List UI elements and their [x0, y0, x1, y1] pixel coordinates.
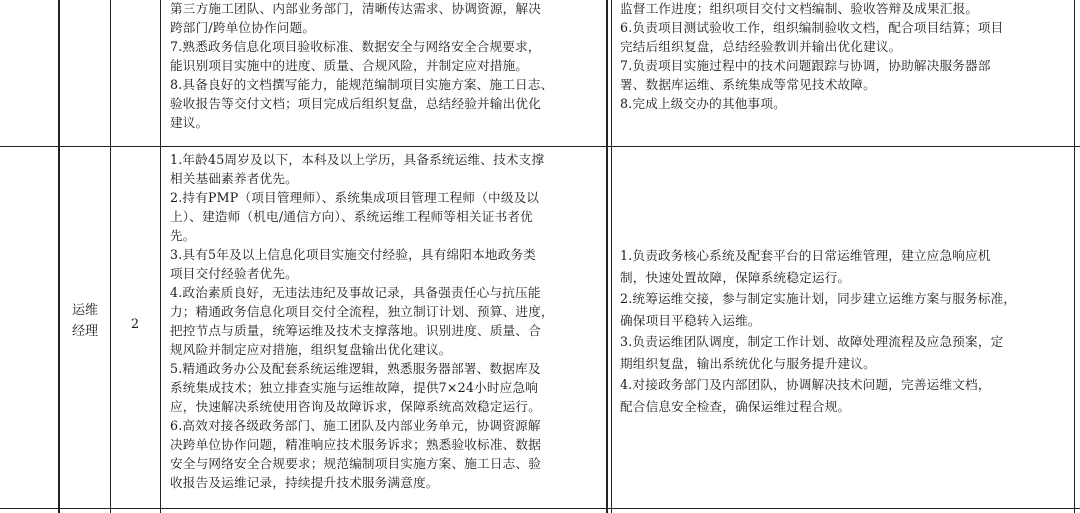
duty-line: 期组织复盘，输出系统优化与服务提升建议。	[620, 355, 876, 371]
duty-line: 制，快速处置故障，保障系统稳定运行。	[620, 269, 851, 285]
row-divider	[0, 508, 1080, 509]
requirement-line: 8.具备良好的文档撰写能力，能规范编制项目实施方案、施工日志、	[170, 77, 554, 92]
duty-line: 署、数据库运维、系统集成等常见技术故障。	[620, 77, 876, 92]
requirement-line: 能识别项目实施中的进度、质量、合规风险，并制定应对措施。	[170, 58, 529, 73]
duty-line: 确保项目平稳转入运维。	[620, 312, 761, 328]
requirement-line: 验收报告等交付文档；项目完成后组织复盘，总结经验并输出优化	[170, 96, 542, 111]
requirement-line: 先。	[170, 228, 196, 243]
requirement-line: 4.政治素质良好，无违法违纪及事故记录，具备强责任心与抗压能	[170, 285, 541, 300]
requirement-line: 第三方施工团队、内部业务部门，清晰传达需求、协调资源，解决	[170, 1, 542, 16]
requirement-line: 决跨单位协作问题，精准响应技术服务诉求；熟悉验收标准、数据	[170, 437, 542, 452]
requirement-line: 6.高效对接各级政务部门、施工团队及内部业务单元，协调资源解	[170, 418, 541, 433]
column-divider	[611, 0, 612, 513]
duty-line: 8.完成上级交办的其他事项。	[620, 96, 786, 111]
requirement-line: 建议。	[170, 115, 209, 130]
requirement-line: 2.持有PMP（项目管理师）、系统集成项目管理工程师（中级及以	[170, 190, 540, 205]
duty-line: 1.负责政务核心系统及配套平台的日常运维管理，建立应急响应机	[620, 248, 991, 263]
role-name-line: 经理	[71, 324, 98, 339]
column-divider	[58, 0, 60, 513]
requirement-line: 3.具有5年及以上信息化项目实施交付经验，具有绵阳本地政务类	[170, 247, 537, 262]
requirement-line: 1.年龄45周岁及以下，本科及以上学历，具备系统运维、技术支撑	[170, 152, 545, 167]
row-divider	[0, 146, 1080, 147]
duty-line: 6.负责项目测试验收工作，组织编制验收文档，配合项目结算；项目	[620, 20, 1004, 35]
role-name-cell	[60, 300, 110, 342]
requirement-line: 上）、建造师（机电/通信方向）、系统运维工程师等相关证书者优	[170, 209, 533, 224]
requirement-line: 力；精通政务信息化项目交付全流程，独立制订计划、预算、进度，	[170, 304, 554, 319]
column-divider	[1074, 0, 1075, 513]
requirement-line: 项目交付经验者优先。	[170, 266, 298, 281]
column-divider	[110, 0, 111, 513]
requirement-line: 跨部门/跨单位协作问题。	[170, 20, 316, 35]
requirement-line: 5.精通政务办公及配套系统运维逻辑，熟悉服务器部署、数据库及	[170, 361, 541, 376]
requirement-line: 收报告及运维记录，持续提升技术服务满意度。	[170, 475, 439, 490]
requirements-cell	[170, 0, 600, 132]
duty-line: 2.统筹运维交接，参与制定实施计划，同步建立运维方案与服务标准，	[620, 291, 1017, 306]
role-name-line: 运维	[71, 303, 98, 318]
requirement-line: 系统集成技术；独立排查实施与运维故障，提供7×24小时应急响	[170, 380, 539, 395]
duty-line: 4.对接政务部门及内部团队，协调解决技术问题，完善运维文档，	[620, 377, 991, 392]
requirement-line: 安全与网络安全合规要求；规范编制项目实施方案、施工日志、验	[170, 456, 542, 471]
requirement-line: 相关基础素养者优先。	[170, 171, 298, 186]
duty-line: 配合信息安全检查，确保运维过程合规。	[620, 398, 851, 414]
duty-line: 完结后组织复盘，总结经验教训并输出优化建议。	[620, 39, 902, 54]
duties-cell	[620, 0, 1070, 113]
duty-line: 监督工作进度；组织项目交付文档编制、验收答辩及成果汇报。	[620, 1, 979, 16]
requirements-cell	[170, 150, 602, 492]
headcount-cell: 2	[130, 317, 140, 332]
duties-cell	[620, 245, 1070, 417]
column-divider	[606, 0, 608, 513]
column-divider	[160, 0, 161, 513]
requirement-line: 7.熟悉政务信息化项目验收标准、数据安全与网络安全合规要求，	[170, 39, 541, 54]
duty-line: 3.负责运维团队调度，制定工作计划、故障处理流程及应急预案，定	[620, 334, 1004, 349]
duty-line: 7.负责项目实施过程中的技术问题跟踪与协调，协助解决服务器部	[620, 58, 991, 73]
requirement-line: 把控节点与质量，统筹运维及技术支撑落地。识别进度、质量、合	[170, 323, 542, 338]
requirement-line: 应，快速解决系统使用咨询及故障诉求，保障系统高效稳定运行。	[170, 399, 542, 414]
requirement-line: 规风险并制定应对措施，组织复盘输出优化建议。	[170, 342, 452, 357]
